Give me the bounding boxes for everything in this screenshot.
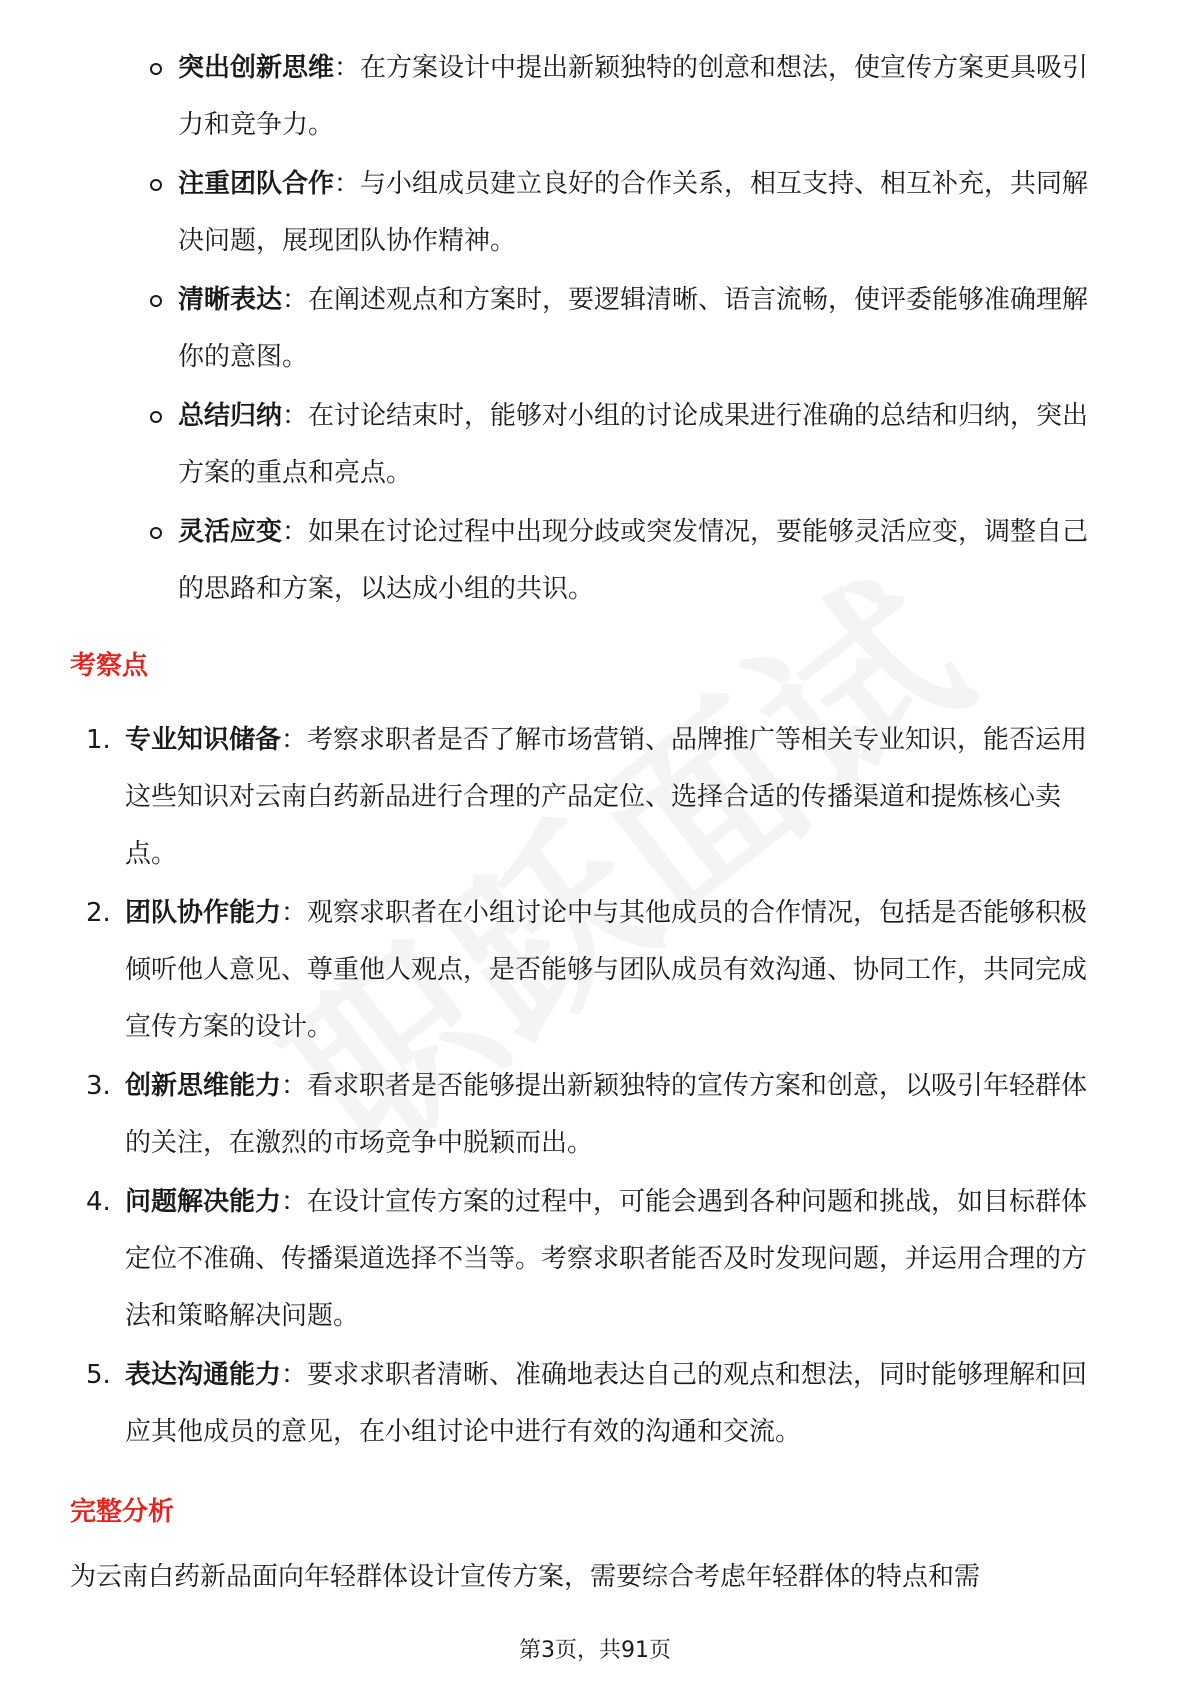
hollow-circle-bullet-icon: [150, 179, 162, 191]
bullet-item: [150, 504, 1110, 618]
item-term: 团队协作能力: [125, 898, 282, 928]
numbered-item: [80, 1174, 1110, 1345]
analysis-paragraph: 为云南白药新品面向年轻群体设计宣传方案，需要综合考虑年轻群体的特点和需: [70, 1562, 981, 1592]
section-heading-evaluation-points: 考察点: [70, 651, 149, 681]
numbered-item: [80, 1347, 1110, 1461]
evaluation-points-list: [80, 712, 1110, 1463]
tips-bullet-list: [150, 40, 1110, 620]
bullet-term: 清晰表达: [178, 285, 283, 315]
hollow-circle-bullet-icon: [150, 295, 162, 307]
bullet-item: [150, 388, 1110, 502]
item-text: ：观察求职者在小组讨论中与其他成员的合作情况，包括是否能够积极倾听他人意见、尊重他人观点，是否能够与团队成员有效沟通、协同工作，共同完成宣传方案的设计。: [125, 898, 1088, 1042]
bullet-text: ：与小组成员建立良好的合作关系，相互支持、相互补充，共同解决问题，展现团队协作精神。: [178, 169, 1089, 256]
bullet-text: ：在讨论结束时，能够对小组的讨论成果进行准确的总结和归纳，突出方案的重点和亮点。: [178, 401, 1089, 488]
section-heading-full-analysis: 完整分析: [70, 1497, 175, 1527]
hollow-circle-bullet-icon: [150, 63, 162, 75]
bullet-term: 总结归纳: [178, 401, 283, 431]
item-number: 5.: [86, 1360, 111, 1390]
bullet-text: ：如果在讨论过程中出现分歧或突发情况，要能够灵活应变，调整自己的思路和方案，以达成小组的共识。: [178, 517, 1089, 604]
bullet-item: [150, 156, 1110, 270]
item-number: 2.: [86, 898, 111, 928]
bullet-item: [150, 40, 1110, 154]
item-text: ：考察求职者是否了解市场营销、品牌推广等相关专业知识，能否运用这些知识对云南白药新品进行合理的产品定位、选择合适的传播渠道和提炼核心卖点。: [125, 725, 1088, 869]
item-number: 4.: [86, 1187, 111, 1217]
hollow-circle-bullet-icon: [150, 411, 162, 423]
bullet-text: ：在阐述观点和方案时，要逻辑清晰、语言流畅，使评委能够准确理解你的意图。: [178, 285, 1089, 372]
bullet-term: 注重团队合作: [178, 169, 335, 199]
bullet-term: 灵活应变: [178, 517, 283, 547]
hollow-circle-bullet-icon: [150, 527, 162, 539]
item-term: 表达沟通能力: [125, 1360, 282, 1390]
numbered-item: [80, 1058, 1110, 1172]
item-term: 创新思维能力: [125, 1071, 282, 1101]
item-text: ：看求职者是否能够提出新颖独特的宣传方案和创意，以吸引年轻群体的关注，在激烈的市场竞争中脱颖而出。: [125, 1071, 1088, 1158]
item-term: 专业知识储备: [125, 725, 282, 755]
item-number: 1.: [86, 725, 111, 755]
bullet-item: [150, 272, 1110, 386]
bullet-term: 突出创新思维: [178, 53, 335, 83]
page-number-footer: 第3页，共91页: [519, 1638, 671, 1663]
item-text: ：在设计宣传方案的过程中，可能会遇到各种问题和挑战，如目标群体定位不准确、传播渠道选择不当等。考察求职者能否及时发现问题，并运用合理的方法和策略解决问题。: [125, 1187, 1088, 1331]
numbered-item: [80, 885, 1110, 1056]
item-term: 问题解决能力: [125, 1187, 282, 1217]
item-number: 3.: [86, 1071, 111, 1101]
item-text: ：要求求职者清晰、准确地表达自己的观点和想法，同时能够理解和回应其他成员的意见，在小组讨论中进行有效的沟通和交流。: [125, 1360, 1088, 1447]
bullet-text: ：在方案设计中提出新颖独特的创意和想法，使宣传方案更具吸引力和竞争力。: [178, 53, 1089, 140]
numbered-item: [80, 712, 1110, 883]
